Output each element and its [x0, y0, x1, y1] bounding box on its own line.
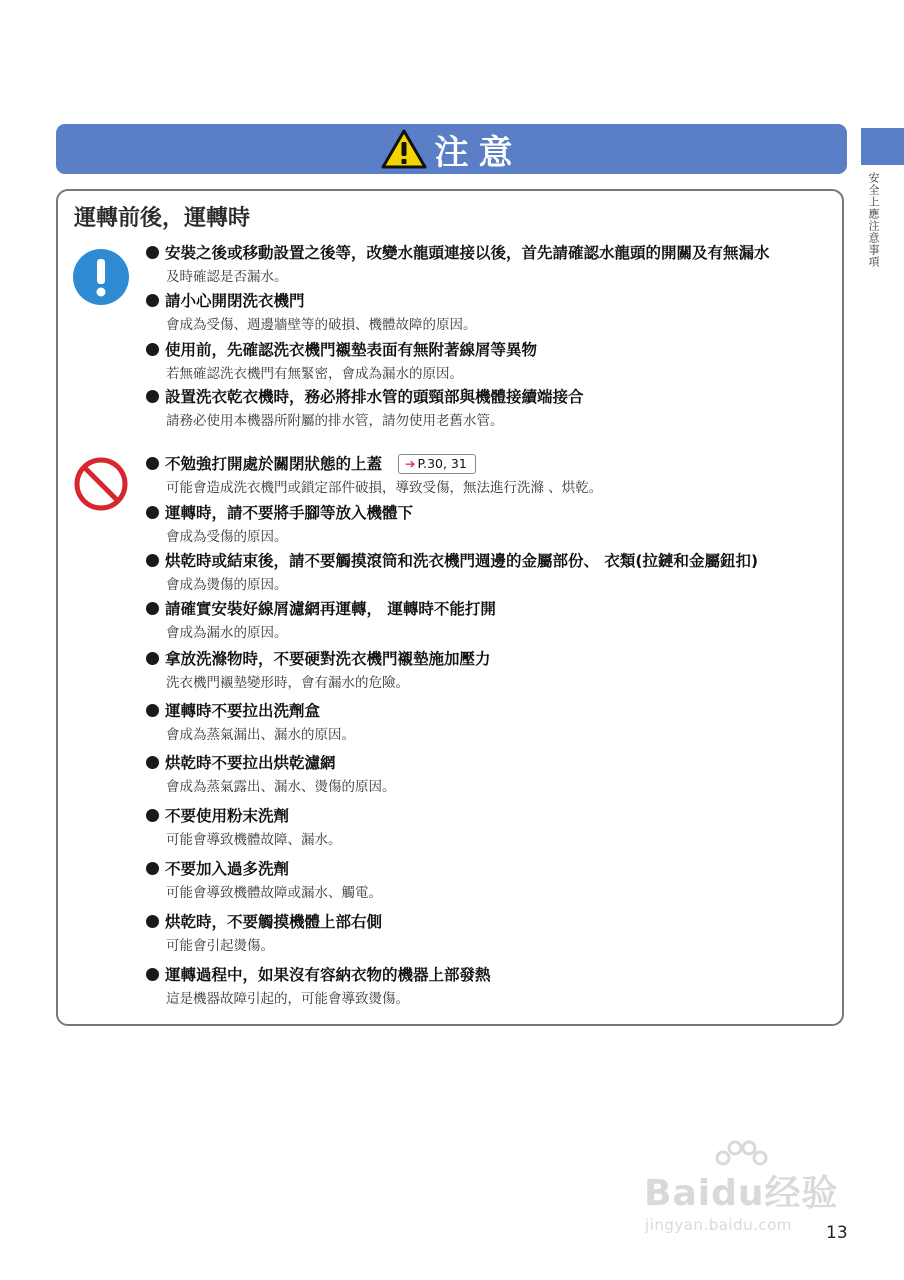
- page-reference: [398, 454, 476, 474]
- item-note: 可能會造成洗衣機門或鎖定部件破損，導致受傷，無法進行洗滌 、烘乾。: [166, 480, 603, 496]
- list-item: [146, 598, 496, 644]
- item-heading: 安裝之後或移動設置之後等，改變水龍頭連接以後，首先請確認水龍頭的開關及有無漏水: [165, 244, 770, 262]
- bullet-icon: [146, 704, 159, 717]
- item-heading: 烘乾時或結束後，請不要觸摸滾筒和洗衣機門週邊的金屬部份、 衣類(拉鏈和金屬鈕扣): [165, 552, 759, 570]
- warning-triangle-icon: [381, 129, 427, 169]
- item-note: 會成為受傷的原因。: [166, 529, 288, 545]
- side-tab-label: 安全上應注意事項: [867, 172, 880, 268]
- bullet-icon: [146, 602, 159, 615]
- list-item: [146, 453, 602, 499]
- item-heading: 不勉強打開處於關閉狀態的上蓋: [165, 455, 383, 473]
- bullet-icon: [146, 862, 159, 875]
- item-note: 及時確認是否漏水。: [166, 269, 288, 285]
- item-note: 可能會導致機體故障或漏水、觸電。: [166, 885, 382, 901]
- item-note: 會成為蒸氣露出、漏水、燙傷的原因。: [166, 779, 396, 795]
- bullet-icon: [146, 390, 159, 403]
- item-note: 會成為燙傷的原因。: [166, 577, 288, 593]
- item-heading: 運轉時不要拉出洗劑盒: [165, 702, 321, 720]
- banner-title: 注意: [434, 132, 523, 173]
- item-note: 會成為受傷、週邊牆壁等的破損、機體故障的原因。: [166, 317, 477, 333]
- section-title: 運轉前後，運轉時: [74, 206, 251, 231]
- list-item: [146, 242, 770, 288]
- item-heading: 不要加入過多洗劑: [165, 860, 290, 878]
- bullet-icon: [146, 343, 159, 356]
- item-note: 洗衣機門襯墊變形時，會有漏水的危險。: [166, 675, 409, 691]
- list-item: [146, 752, 396, 798]
- arrow-right-icon: ➔: [405, 456, 416, 471]
- item-heading: 烘乾時不要拉出烘乾濾網: [165, 754, 336, 772]
- item-note: 請務必使用本機器所附屬的排水管，請勿使用老舊水管。: [166, 413, 504, 429]
- item-note: 可能會導致機體故障、漏水。: [166, 832, 342, 848]
- item-heading: 請確實安裝好線屑濾網再運轉， 運轉時不能打開: [165, 600, 496, 618]
- item-heading: 烘乾時，不要觸摸機體上部右側: [165, 913, 383, 931]
- mandatory-exclamation-icon: [73, 249, 129, 305]
- item-heading: 請小心開閉洗衣機門: [165, 292, 305, 310]
- list-item: [146, 290, 477, 336]
- bullet-icon: [146, 294, 159, 307]
- list-item: [146, 648, 491, 694]
- item-note: 可能會引起燙傷。: [166, 938, 274, 954]
- item-heading: 使用前，先確認洗衣機門襯墊表面有無附著線屑等異物: [165, 341, 538, 359]
- item-note: 若無確認洗衣機門有無緊密，會成為漏水的原因。: [166, 366, 463, 382]
- list-item: [146, 700, 355, 746]
- bullet-icon: [146, 968, 159, 981]
- watermark-brand: Baidu经验: [644, 1173, 839, 1214]
- item-heading: 不要使用粉末洗劑: [165, 807, 290, 825]
- list-item: [146, 858, 382, 904]
- bullet-icon: [146, 915, 159, 928]
- page-reference-text: P.30, 31: [417, 456, 467, 471]
- list-item: [146, 964, 491, 1010]
- list-item: [146, 502, 413, 548]
- page-number: 13: [826, 1223, 848, 1243]
- prohibited-icon: [73, 456, 129, 512]
- item-heading: 拿放洗滌物時，不要硬對洗衣機門襯墊施加壓力: [165, 650, 491, 668]
- bullet-icon: [146, 652, 159, 665]
- item-note: 會成為漏水的原因。: [166, 625, 288, 641]
- list-item: [146, 550, 758, 596]
- item-note: 會成為蒸氣漏出、漏水的原因。: [166, 727, 355, 743]
- bullet-icon: [146, 246, 159, 259]
- bullet-icon: [146, 809, 159, 822]
- watermark-url: jingyan.baidu.com: [645, 1216, 792, 1234]
- item-heading: 運轉時，請不要將手腳等放入機體下: [165, 504, 414, 522]
- bullet-icon: [146, 554, 159, 567]
- list-item: [146, 911, 382, 957]
- item-heading: 運轉過程中，如果沒有容納衣物的機器上部發熱: [165, 966, 491, 984]
- list-item: [146, 339, 537, 385]
- item-note: 這是機器故障引起的，可能會導致燙傷。: [166, 991, 409, 1007]
- item-heading: 設置洗衣乾衣機時，務必將排水管的頭頸部與機體接續端接合: [165, 388, 584, 406]
- section-side-tab: [861, 128, 904, 165]
- caution-banner: [56, 124, 847, 174]
- list-item: [146, 386, 584, 432]
- bullet-icon: [146, 506, 159, 519]
- bullet-icon: [146, 756, 159, 769]
- list-item: [146, 805, 342, 851]
- bullet-icon: [146, 457, 159, 470]
